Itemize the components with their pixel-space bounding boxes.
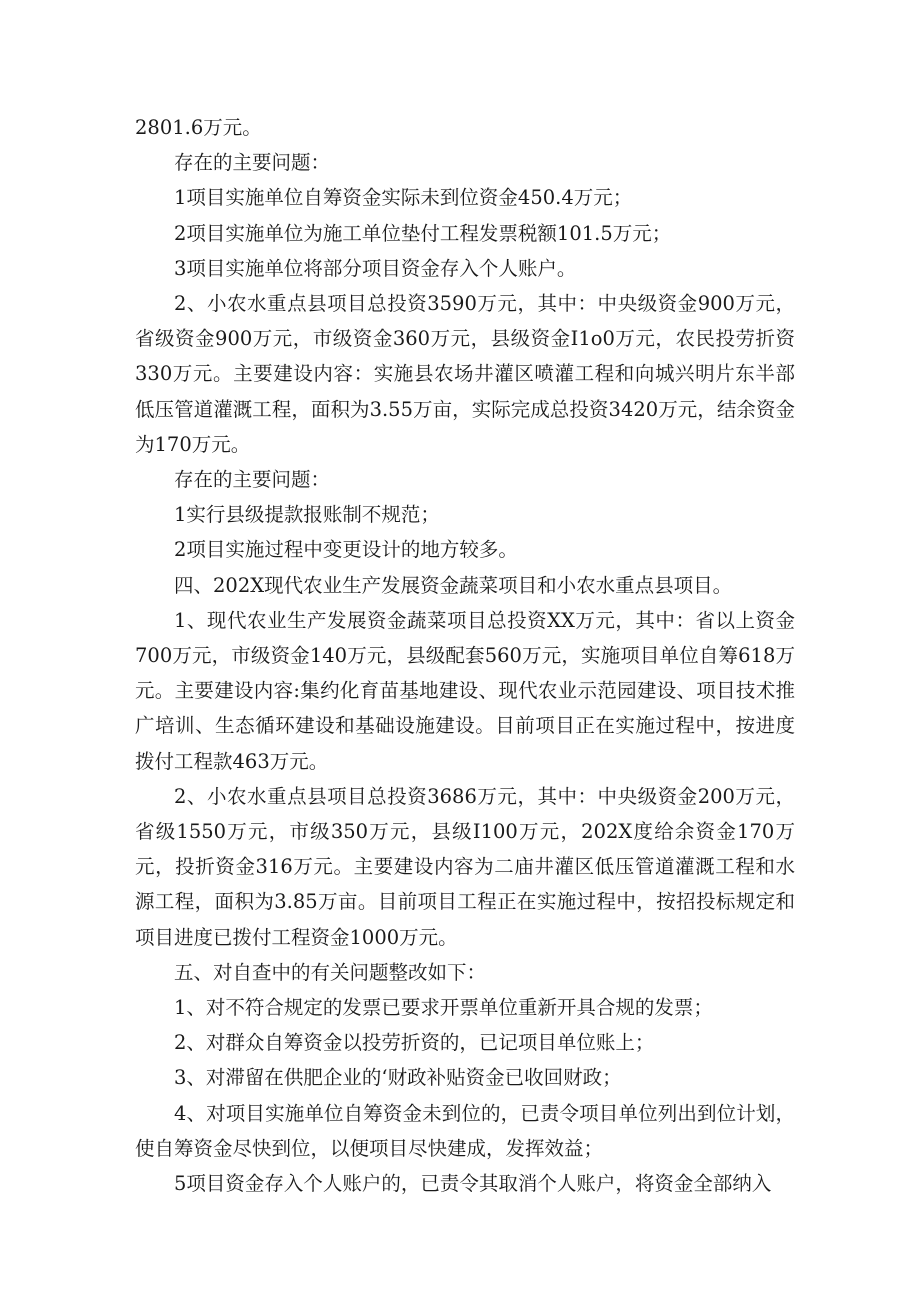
paragraph: 1、现代农业生产发展资金蔬菜项目总投资XX万元，其中：省以上资金700万元，市级资金140万元，县级配套560万元，实施项目单位自筹618万元。主要建设内容:集约化育苗基地建设、现代农业示范园建设、项目技术推广培训、生态循环建设和基础设施建设。目前项目正在实施过程中，按进度拨付工程款463万元。 [135, 608, 795, 773]
list-item: 1项目实施单位自筹资金实际未到位资金450.4万元； [174, 186, 633, 210]
list-item: 2项目实施过程中变更设计的地方较多。 [174, 538, 518, 562]
paragraph: 2801.6万元。 [135, 116, 262, 139]
list-item: 4、对项目实施单位自筹资金未到位的，已责令项目单位列出到位计划，使自筹资金尽快到位，以便项目尽快建成，发挥效益； [135, 1101, 795, 1160]
list-item: 2、对群众自筹资金以投劳折资的，已记项目单位账上； [174, 1031, 655, 1055]
list-item: 3项目实施单位将部分项目资金存入个人账户。 [174, 256, 577, 280]
paragraph: 2、小农水重点县项目总投资3590万元，其中：中央级资金900万元，省级资金900万元，市级资金360万元，县级资金I1o0万元，农民投劳折资330万元。主要建设内容：实施县农场井灌区喷灌工程和向城兴明片东半部低压管道灌溉工程，面积为3.55万亩，实际完成总投资3420万元，结余资金为170万元。 [135, 292, 795, 456]
paragraph: 2、小农水重点县项目总投资3686万元，其中：中央级资金200万元，省级1550万元，市级350万元，县级I100万元，202X度给余资金170万元，投折资金316万元。主要建设内容为二庙井灌区低压管道灌溉工程和水源工程，面积为3.85万亩。目前项目工程正在实施过程中，按招投标规定和项目进度已拨付工程资金1000万元。 [135, 784, 795, 949]
paragraph-heading: 存在的主要问题： [174, 468, 331, 492]
list-item: 5项目资金存入个人账户的，已责令其取消个人账户，将资金全部纳入 [174, 1172, 772, 1196]
list-item: 1实行县级提款报账制不规范； [174, 503, 440, 527]
paragraph-heading: 存在的主要问题： [174, 151, 331, 175]
list-item: 1、对不符合规定的发票已要求开票单位重新开具合规的发票； [174, 996, 713, 1020]
section-heading: 五、对自查中的有关问题整改如下： [174, 960, 487, 984]
list-item: 2项目实施单位为施工单位垫付工程发票税额101.5万元； [174, 221, 672, 245]
document-body [135, 110, 795, 1201]
list-item: 3、对滞留在供肥企业的‘财政补贴资金已收回财政； [174, 1066, 622, 1090]
section-heading: 四、202X现代农业生产发展资金蔬菜项目和小农水重点县项目。 [174, 573, 733, 597]
